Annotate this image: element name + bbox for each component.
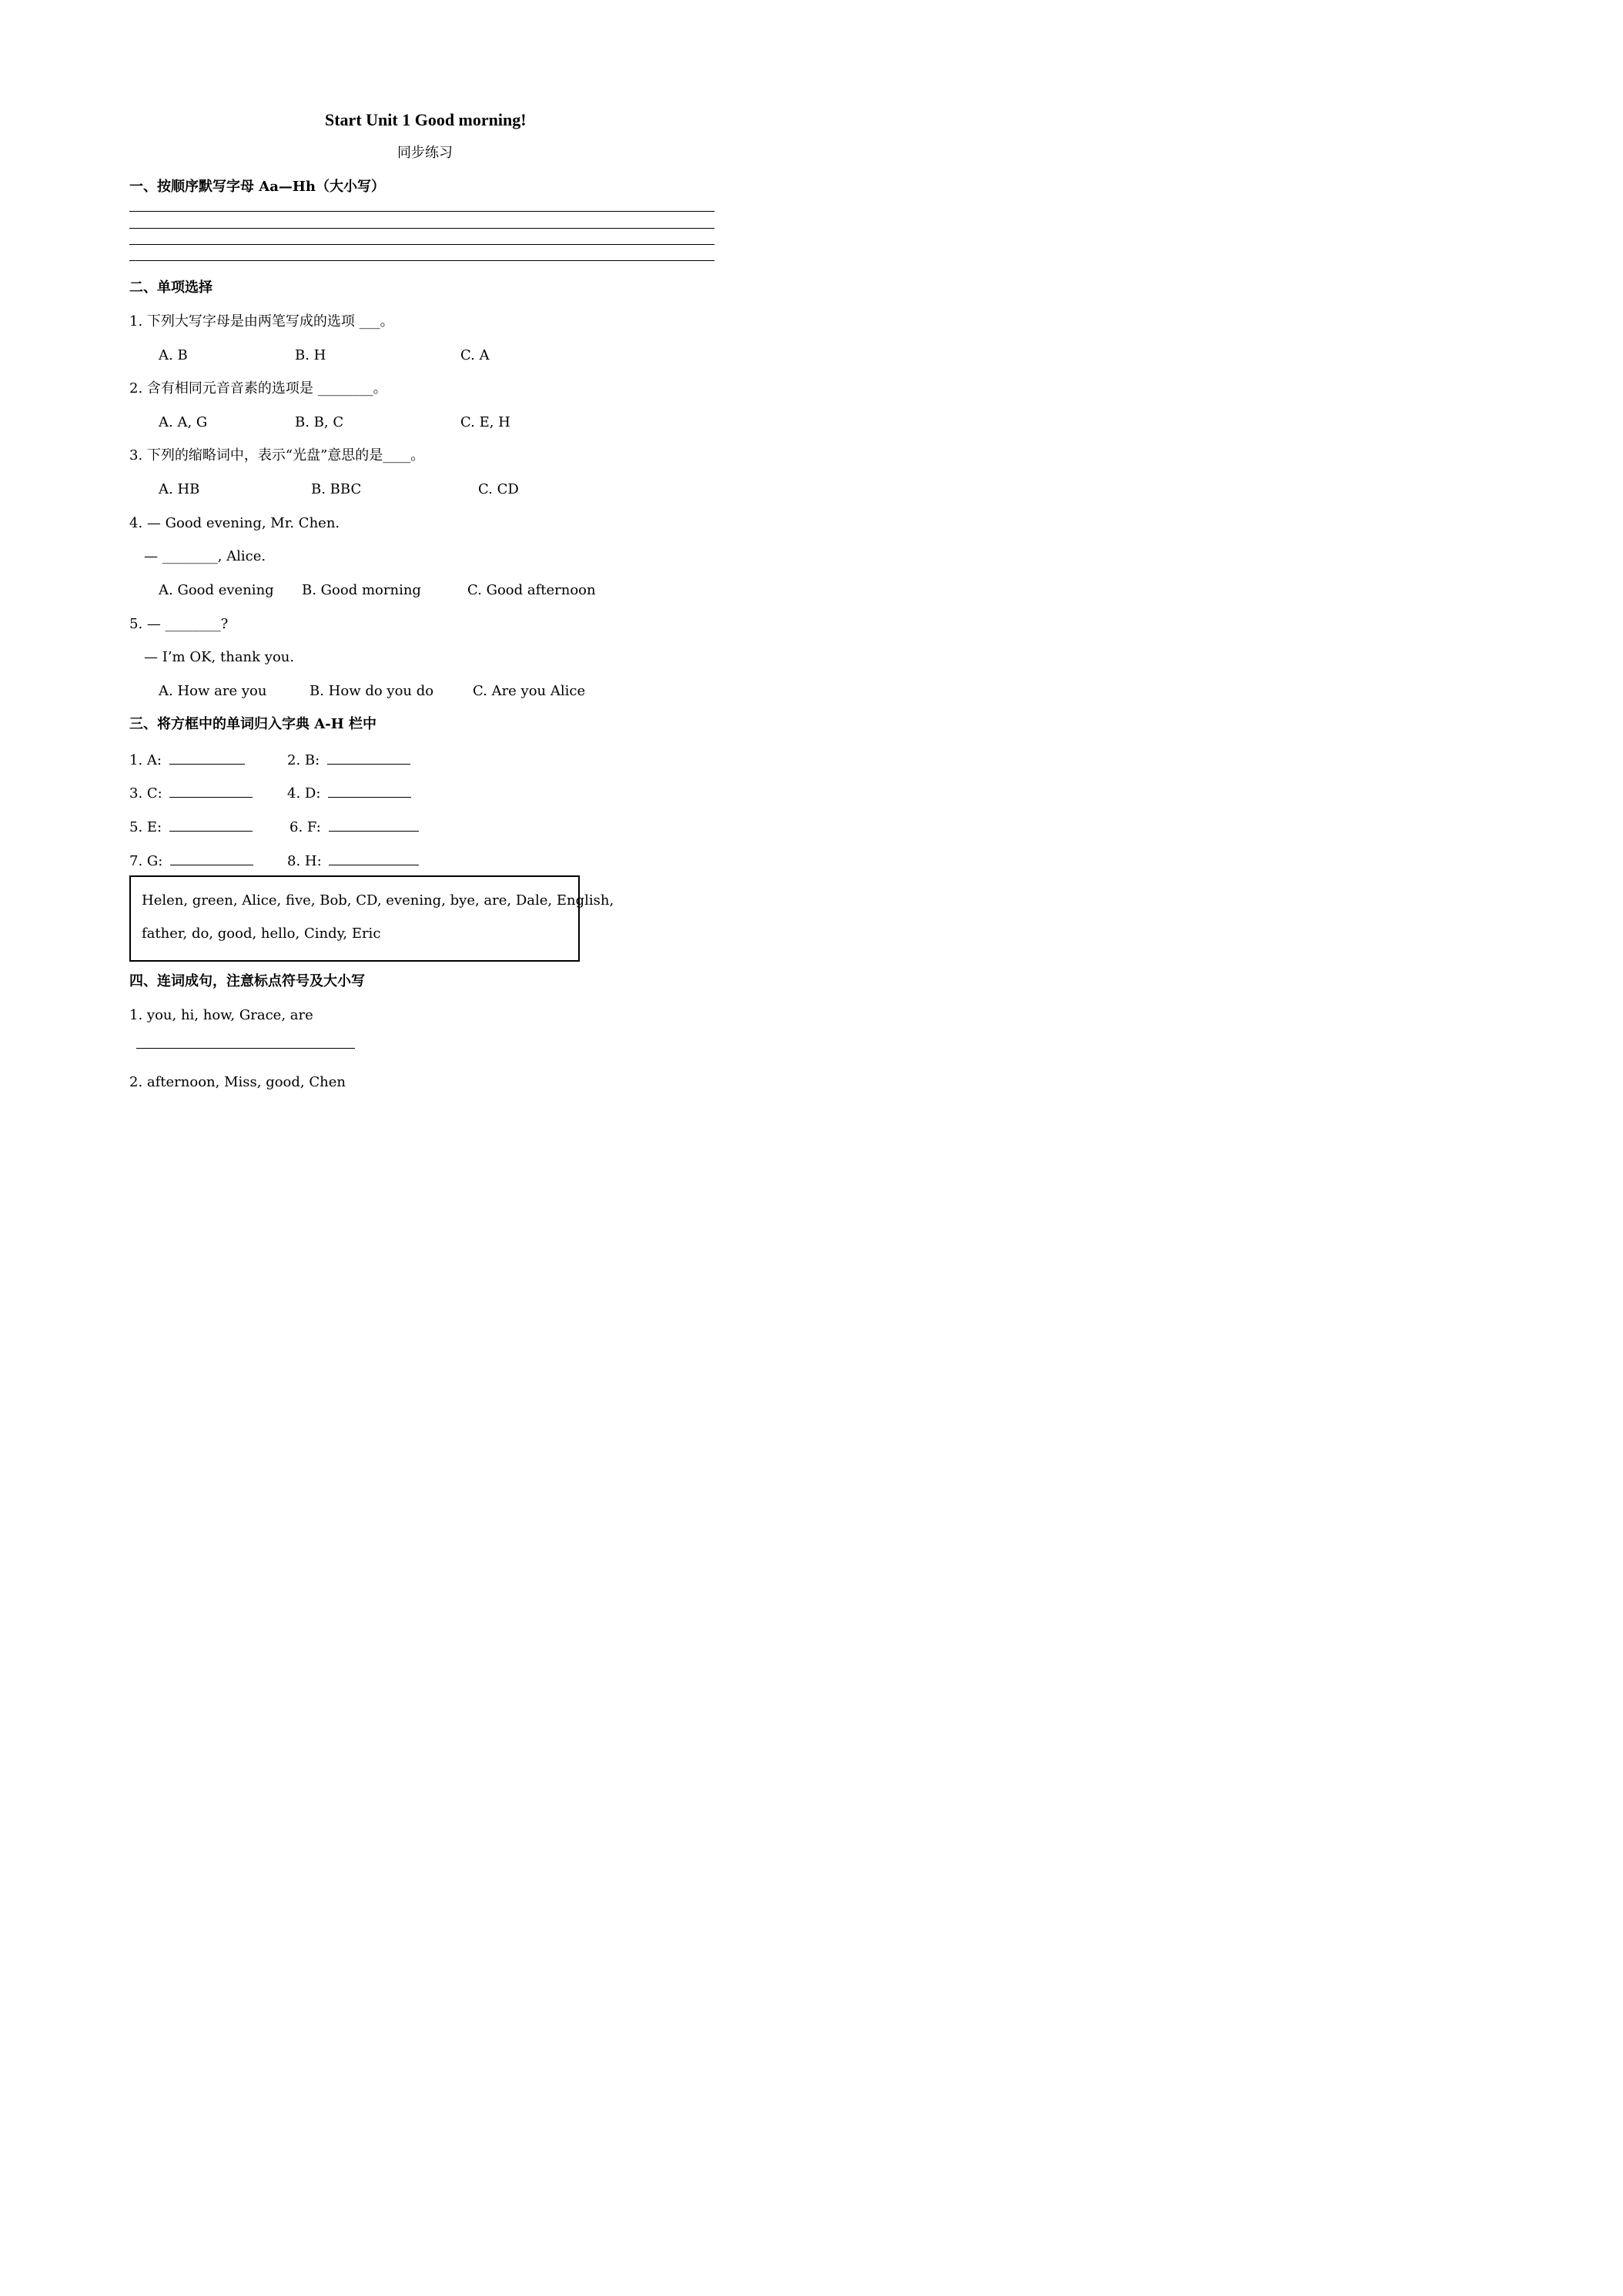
dict-item-c: [129, 783, 253, 802]
section1-heading: 一、按顺序默写字母 Aa—Hh（大小写）: [129, 179, 385, 195]
dict-item-a: [129, 750, 245, 769]
dict-item-label: 2. B:: [287, 752, 320, 768]
question-3-stem: 3. 下列的缩略词中，表示“光盘”意思的是____。: [129, 447, 425, 464]
answer-blank[interactable]: [329, 817, 419, 832]
question-1-option-c: C. A: [460, 347, 490, 363]
question-5-option-a: A. How are you: [159, 683, 267, 699]
section3-heading: 三、将方框中的单词归入字典 A-H 栏中: [129, 716, 376, 732]
question-4-stem: 4. — Good evening, Mr. Chen.: [129, 515, 340, 531]
sentence-2-prompt: 2. afternoon, Miss, good, Chen: [129, 1074, 346, 1090]
question-3-option-c: C. CD: [478, 481, 519, 497]
question-1-option-b: B. H: [295, 347, 326, 363]
section4-heading: 四、连词成句，注意标点符号及大小写: [129, 973, 365, 989]
question-5-option-c: C. Are you Alice: [473, 683, 586, 699]
question-3-option-a: A. HB: [159, 481, 200, 497]
question-1-option-a: A. B: [159, 347, 188, 363]
question-5-reply: — I’m OK, thank you.: [144, 649, 295, 665]
page-subtitle: 同步练习: [397, 145, 453, 161]
writing-line-4: [129, 260, 714, 261]
question-4-option-c: C. Good afternoon: [467, 582, 596, 598]
word-box-line-1: Helen, green, Alice, five, Bob, CD, evening, bye, are, Dale, English,: [142, 892, 614, 909]
page-title: Start Unit 1 Good morning!: [325, 110, 527, 129]
word-box-line-2: father, do, good, hello, Cindy, Eric: [142, 925, 381, 942]
question-5-option-b: B. How do you do: [310, 683, 434, 699]
answer-blank[interactable]: [169, 817, 253, 832]
question-2-option-a: A. A, G: [159, 414, 208, 430]
dict-item-f: [289, 817, 419, 836]
section2-heading: 二、单项选择: [129, 279, 212, 296]
dict-item-label: 3. C:: [129, 785, 162, 802]
answer-blank[interactable]: [170, 851, 253, 865]
dict-item-g: [129, 851, 253, 870]
answer-blank[interactable]: [327, 750, 410, 765]
writing-line-1: [129, 211, 714, 212]
dict-item-label: 4. D:: [287, 785, 321, 802]
answer-blank[interactable]: [169, 750, 245, 765]
question-4-option-a: A. Good evening: [159, 582, 274, 598]
dict-item-label: 7. G:: [129, 853, 163, 869]
question-5-stem: 5. — ________?: [129, 616, 229, 632]
question-2-option-c: C. E, H: [460, 414, 510, 430]
dict-item-e: [129, 817, 253, 836]
dict-item-label: 8. H:: [287, 853, 322, 869]
dict-item-label: 6. F:: [289, 819, 321, 835]
dict-item-b: [287, 750, 410, 769]
word-box: [129, 875, 614, 962]
question-4-reply: — ________, Alice.: [144, 548, 266, 564]
sentence-1-prompt: 1. you, hi, how, Grace, are: [129, 1007, 313, 1023]
question-2-stem: 2. 含有相同元音音素的选项是 ________。: [129, 380, 387, 397]
sentence-1-answer-line[interactable]: [136, 1048, 355, 1049]
writing-line-3: [129, 244, 714, 245]
question-4-option-b: B. Good morning: [302, 582, 421, 598]
dict-item-d: [287, 783, 411, 802]
writing-line-2: [129, 228, 714, 229]
worksheet-page: [0, 0, 848, 1200]
question-3-option-b: B. BBC: [311, 481, 362, 497]
question-1-stem: 1. 下列大写字母是由两笔写成的选项 ___。: [129, 313, 394, 330]
answer-blank[interactable]: [328, 783, 411, 798]
answer-blank[interactable]: [329, 851, 419, 865]
question-2-option-b: B. B, C: [295, 414, 344, 430]
dict-item-label: 1. A:: [129, 752, 162, 768]
answer-blank[interactable]: [169, 783, 253, 798]
dict-item-h: [287, 851, 419, 870]
dict-item-label: 5. E:: [129, 819, 162, 835]
